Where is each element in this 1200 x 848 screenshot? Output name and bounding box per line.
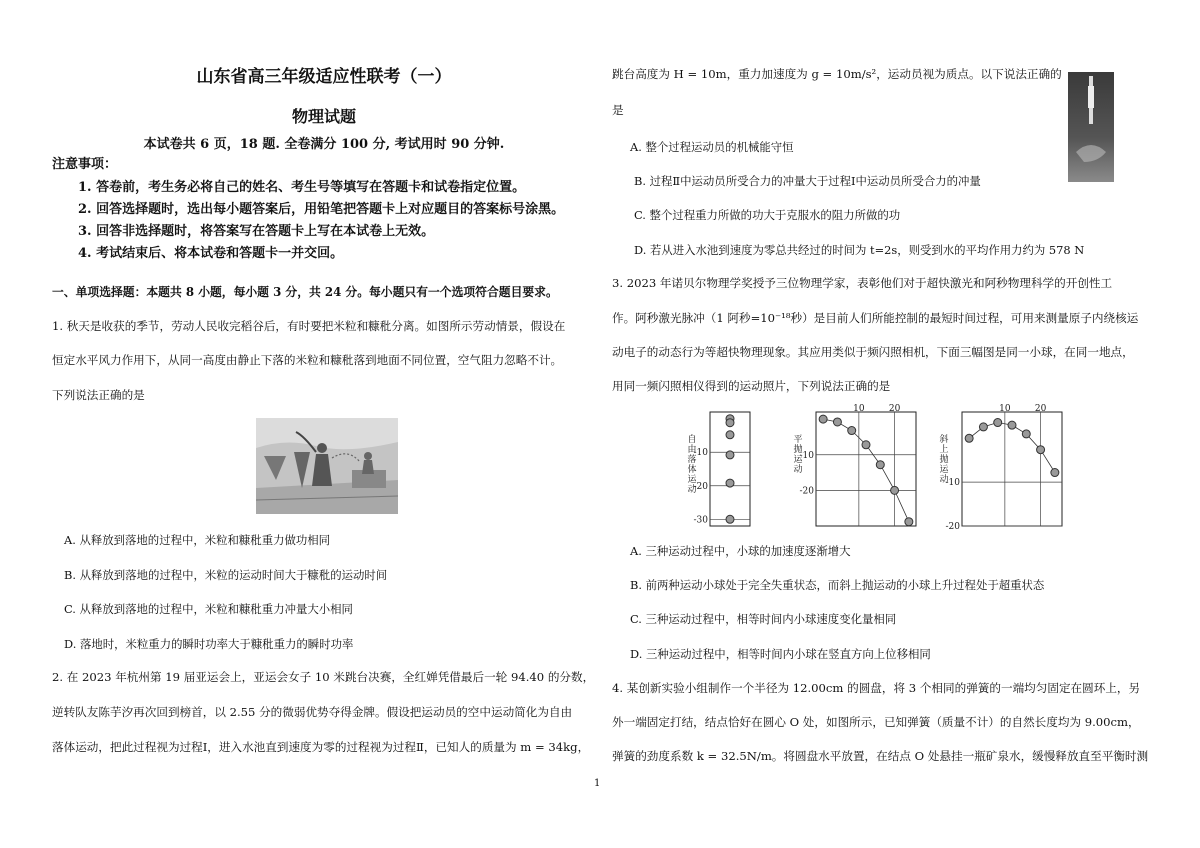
chart-ball-point [726, 451, 734, 459]
q3-line: 3. 2023 年诺贝尔物理学奖授予三位物理学家，表彰他们对于超快激光和阿秒物理科学的开创性工 [612, 276, 1113, 290]
chart-y-tick-label: -10 [799, 450, 814, 461]
q2-option-d: D. 若从进入水池到速度为零总共经过的时间为 t=2s，则受到水的平均作用力约为 578 N [634, 243, 1085, 257]
chart-ylabel-char: 动 [687, 485, 697, 495]
chart-ylabel-char: 体 [687, 465, 697, 475]
q2-option-a: A. 整个过程运动员的机械能守恒 [630, 140, 794, 154]
q1-line: 1. 秋天是收获的季节，劳动人民收完稻谷后，有时要把米粒和糠秕分离。如图所示劳动情景，假设在 [52, 319, 566, 333]
chart-y-tick-label: -20 [945, 522, 960, 532]
page-number: 1 [594, 778, 601, 789]
chart-ball-point [848, 427, 856, 435]
chart-x-tick-label: 10 [853, 404, 865, 414]
q1-line: 恒定水平风力作用下，从同一高度由静止下落的米粒和糠秕落到地面不同位置，空气阻力忽略不计。 [52, 353, 563, 367]
q1-option-b: B. 从释放到落地的过程中，米粒的运动时间大于糠秕的运动时间 [64, 568, 388, 582]
chart-ball-point [891, 486, 899, 494]
q2-option-c: C. 整个过程重力所做的功大于克服水的阻力所做的功 [634, 208, 901, 222]
chart-frame [710, 412, 750, 526]
q2-line: 逆转队友陈芋汐再次回到榜首，以 2.55 分的微弱优势夺得金牌。假设把运动员的空中运动简化为自由 [52, 705, 573, 719]
chart-ylabel-char: 抛 [793, 445, 803, 455]
chart-ball-point [876, 461, 884, 469]
chart-ylabel-char: 上 [939, 445, 949, 455]
chart-ball-point [979, 423, 987, 431]
chart-ylabel-char: 抛 [939, 455, 949, 465]
q3-option-b: B. 前两种运动小球处于完全失重状态，而斜上抛运动的小球上升过程处于超重状态 [630, 578, 1045, 592]
chart-y-tick-label: -20 [693, 481, 708, 492]
chart-ball-point [905, 518, 913, 526]
chart-ball-point [726, 479, 734, 487]
q1-option-a: A. 从释放到落地的过程中，米粒和糠秕重力做功相同 [64, 533, 331, 547]
q1-option-c: C. 从释放到落地的过程中，米粒和糠秕重力冲量大小相同 [64, 602, 353, 616]
exam-subtitle: 物理试题 [291, 107, 356, 126]
exam-title: 山东省高三年级适应性联考（一） [196, 67, 452, 87]
q2-line: 跳台高度为 H = 10m，重力加速度为 g = 10m/s²，运动员视为质点。以下说法正确的 [612, 67, 1062, 81]
chart-ylabel-char: 由 [687, 445, 697, 455]
chart-ball-point [862, 441, 870, 449]
chart-ball-point [1008, 421, 1016, 429]
q3-line: 用同一频闪照相仪得到的运动照片，下列说法正确的是 [612, 379, 891, 393]
chart-y-tick-label: -30 [693, 515, 708, 526]
q3-line: 动电子的动态行为等超快物理现象。其应用类似于频闪照相机，下面三幅图是同一小球，在同一地点， [612, 345, 1134, 359]
chart-trajectory [823, 419, 909, 522]
chart-ylabel-char: 动 [793, 465, 803, 475]
q3-option-d: D. 三种运动过程中，相等时间内小球在竖直方向上位移相同 [630, 647, 931, 661]
q4-line: 外一端固定打结，结点恰好在圆心 O 处，如图所示，已知弹簧（质量不计）的自然长度均为 9.00cm， [612, 715, 1140, 729]
chart-ylabel-char: 运 [793, 455, 803, 465]
chart-ball-point [1037, 446, 1045, 454]
chart-ylabel-char: 落 [687, 455, 697, 465]
chart-y-tick-label: -20 [799, 486, 814, 497]
chart-x-tick-label: 20 [888, 404, 901, 414]
chart-ball-point [1051, 469, 1059, 477]
chart-ball-point [726, 515, 734, 523]
q2-line: 是 [612, 103, 624, 117]
q2-option-b: B. 过程Ⅱ中运动员所受合力的冲量大于过程Ⅰ中运动员所受合力的冲量 [634, 174, 981, 188]
q3-option-c: C. 三种运动过程中，相等时间内小球速度变化量相同 [630, 612, 897, 626]
chart-ylabel-char: 运 [687, 475, 697, 485]
chart-ylabel-char: 平 [793, 435, 803, 445]
chart-ball-point [1022, 430, 1030, 438]
chart-ylabel-char: 斜 [939, 435, 949, 445]
note-item: 2. 回答选择题时，选出每小题答案后，用铅笔把答题卡上对应题目的答案标号涂黑。 [78, 202, 565, 217]
q3-line: 作。阿秒激光脉冲（1 阿秒=10⁻¹⁸秒）是目前人们所能控制的最短时间过程，可用来测量原子内绕核运 [612, 311, 1139, 325]
chart-frame [816, 412, 916, 526]
q2-line: 2. 在 2023 年杭州第 19 届亚运会上，亚运会女子 10 米跳台决赛，全红婵凭借最后一轮 94.40 的分数， [52, 670, 595, 684]
chart-ball-point [726, 431, 734, 439]
chart-ylabel-char: 动 [939, 475, 949, 485]
q1-farming-illustration [256, 418, 398, 514]
chart-ylabel-char: 运 [939, 465, 949, 475]
chart-ylabel-char: 自 [687, 435, 697, 445]
chart-ball-point [833, 418, 841, 426]
chart-y-tick-label: -10 [693, 448, 708, 459]
note-item: 3. 回答非选择题时，将答案写在答题卡上写在本试卷上无效。 [78, 224, 435, 239]
note-item: 1. 答卷前，考生务必将自己的姓名、考生号等填写在答题卡和试卷指定位置。 [78, 180, 526, 195]
chart-ball-point [965, 434, 973, 442]
q4-line: 4. 某创新实验小组制作一个半径为 12.00cm 的圆盘，将 3 个相同的弹簧的一端均匀固定在圆环上，另 [612, 681, 1141, 695]
notes-heading: 注意事项： [52, 157, 118, 172]
q2-line: 落体运动，把此过程视为过程Ⅰ，进入水池直到速度为零的过程视为过程Ⅱ，已知人的质量为 m = 34kg， [52, 740, 590, 754]
q2-diver-photo [1068, 72, 1114, 182]
chart-ball-point [994, 419, 1002, 427]
chart-ball-point [819, 415, 827, 423]
chart-x-tick-label: 20 [1034, 404, 1047, 414]
exam-info: 本试卷共 6 页，18 题. 全卷满分 100 分, 考试用时 90 分钟. [143, 137, 505, 152]
chart-y-tick-label: -10 [945, 478, 960, 489]
q3-strobe-charts [686, 404, 1122, 532]
q1-option-d: D. 落地时，米粒重力的瞬时功率大于糠秕重力的瞬时功率 [64, 637, 354, 651]
chart-ball-point [726, 419, 734, 427]
q1-line: 下列说法正确的是 [52, 388, 145, 402]
section-heading: 一、单项选择题：本题共 8 小题，每小题 3 分，共 24 分。每小题只有一个选项符合题目要求。 [52, 285, 558, 299]
q4-line: 弹簧的劲度系数 k = 32.5N/m。将圆盘水平放置，在结点 O 处悬挂一瓶矿泉水，缓慢释放直至平衡时测 [612, 749, 1149, 763]
note-item: 4. 考试结束后、将本试卷和答题卡一并交回。 [78, 246, 344, 261]
chart-x-tick-label: 10 [999, 404, 1011, 414]
q3-option-a: A. 三种运动过程中，小球的加速度逐渐增大 [630, 544, 851, 558]
